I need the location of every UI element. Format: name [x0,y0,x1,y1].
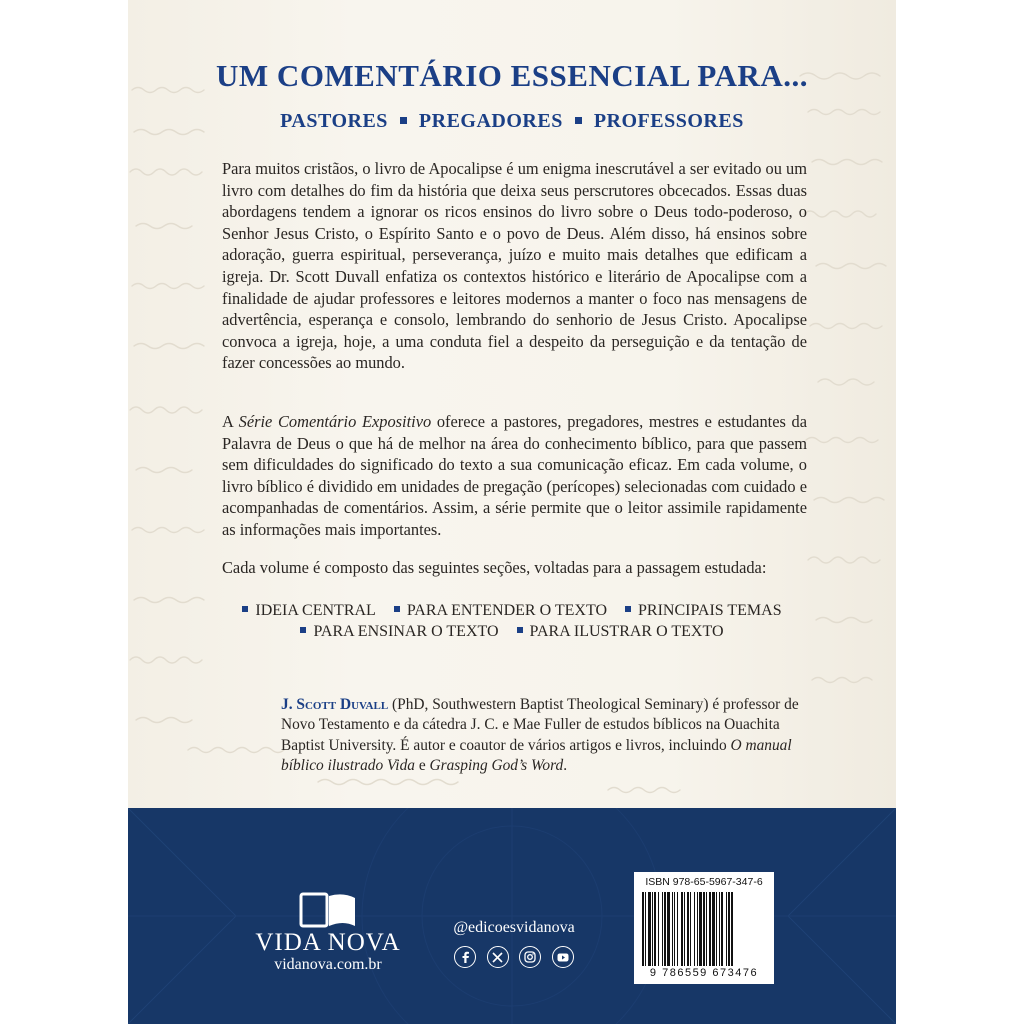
series-name: Série Comentário Expositivo [238,412,432,431]
facebook-icon[interactable] [454,946,476,968]
cover-headline: UM COMENTÁRIO ESSENCIAL PARA... [216,58,808,93]
barcode-bar [697,892,698,966]
author-book-2: Grasping God’s Word [429,756,564,774]
isbn-label: ISBN 978-65-5967-347-6 [645,876,763,888]
square-bullet-icon [300,627,306,633]
description-paragraph-3: Cada volume é composto das seguintes seções, voltadas para a passagem estudada: [222,558,767,577]
section-label: PARA ENSINAR O TEXTO [313,623,499,640]
author-bio-text: (PhD, Southwestern Baptist Theological Seminary) é professor de Novo Testamento e da cátedra J. C. e Mae Fuller de estudos bíblicos na Ouachita Baptist University. É autor e coautor de vários artigos e livros, incluindo [281,696,799,754]
book-logo-icon [299,890,357,930]
barcode-bar [654,892,656,966]
barcode-bar [664,892,666,966]
square-bullet-icon [400,117,407,124]
social-block [446,918,582,968]
publisher-website[interactable]: vidanova.com.br [274,956,382,973]
barcode-bar [712,892,715,966]
barcode-bar [677,892,678,966]
author-bio-and: e [414,756,430,774]
barcode-bar [674,892,675,966]
sections-row-2 [188,621,836,643]
section-item [300,621,498,643]
author-bio-end: . [563,756,568,774]
barcode-bar [694,892,695,966]
square-bullet-icon [394,606,400,612]
section-label: PARA ILUSTRAR O TEXTO [529,623,724,640]
barcode-bar [672,892,673,966]
audience-pregadores: PREGADORES [418,110,563,132]
description-paragraph-2 [222,411,807,541]
barcode-digits: 9 786559 673476 [649,967,759,979]
section-label: IDEIA CENTRAL [255,602,376,619]
audience-pastores: PASTORES [280,110,388,132]
isbn-barcode [634,872,774,984]
section-item [242,600,375,622]
section-label: PARA ENTENDER O TEXTO [406,602,607,619]
barcode-bar [699,892,702,966]
barcode-bar [667,892,670,966]
cover-text-content [128,0,896,808]
barcode-bar [642,892,644,966]
paragraph-2-prefix: A [222,412,239,431]
youtube-icon[interactable] [552,946,574,968]
publisher-name: VIDA NOVA [255,929,401,956]
audience-list [128,110,896,133]
barcode-bar [728,892,730,966]
square-bullet-icon [575,117,582,124]
cover-upper-panel [128,0,896,808]
square-bullet-icon [242,606,248,612]
instagram-icon[interactable] [519,946,541,968]
description-paragraph-1: Para muitos cristãos, o livro de Apocalipse é um enigma inescrutável a ser evitado ou um livro com detalhes do fim da história que deixa seus perscrutores obcecados. Essas duas abordagens tendem a ignorar os ricos ensinos do livro sobre o Deus todo-poderoso, o Senhor Jesus Cristo, o Espírito Santo e o povo de Deus. Além disso, há ensinos sobre adoração, guerra espiritual, perseverança, juízo e muito mais detalhes que edificam a igreja. Dr. Scott Duvall enfatiza os contextos histórico e literário de Apocalipse com a finalidade de ajudar professores e leitores modernos a manter o foco nas mensagens de advertência, esperança e consolo, lembrando do senhorio de Jesus Cristo. Apocalipse convoca a igreja, hoje, a uma conduta fiel a despeito da perseguição e da tentação de fazer concessões ao mundo. [222,159,807,373]
barcode-bar [721,892,723,966]
barcode-bar [716,892,717,966]
barcode-bar [652,892,653,966]
square-bullet-icon [517,627,523,633]
audience-professores: PROFESSORES [593,110,744,132]
cover-footer-band [128,808,896,1024]
barcode-bar [687,892,689,966]
x-icon[interactable] [487,946,509,968]
square-bullet-icon [625,606,631,612]
section-item [394,600,607,622]
barcode-bars [642,892,766,966]
sections-row-1 [188,600,836,622]
footer-pattern [128,808,896,1024]
barcode-bar [719,892,720,966]
social-icons [454,946,574,968]
author-book-1: O manual bíblico ilustrado Vida [281,736,792,774]
barcode-bar [684,892,685,966]
barcode-bar [645,892,646,966]
author-bio [281,695,801,776]
book-back-cover [128,0,896,1024]
barcode-bar [703,892,705,966]
barcode-bar [731,892,733,966]
social-handle[interactable]: @edicoesvidanova [453,919,575,936]
barcode-bar [726,892,727,966]
barcode-bar [662,892,663,966]
barcode-bar [648,892,651,966]
barcode-bar [709,892,711,966]
section-label: PRINCIPAIS TEMAS [638,602,782,619]
publisher-logo [248,890,408,974]
paragraph-2-rest: oferece a pastores, pregadores, mestres e estudantes da Palavra de Deus o que há de melhor na área do conhecimento bíblico, para que passem sem dificuldades do significado do texto a sua comunicação eficaz. Em cada volume, o livro bíblico é dividido em unidades de pregação (perícopes) selecionadas com cuidado e acompanhadas de comentários. Assim, a série permite que o leitor assimile rapidamente as informações mais importantes. [222,412,808,539]
barcode-bar [690,892,691,966]
section-item [517,621,724,643]
barcode-bar [706,892,707,966]
barcode-bar [681,892,683,966]
barcode-bar [658,892,659,966]
author-name: J. Scott Duvall [281,696,389,713]
section-item [625,600,782,622]
